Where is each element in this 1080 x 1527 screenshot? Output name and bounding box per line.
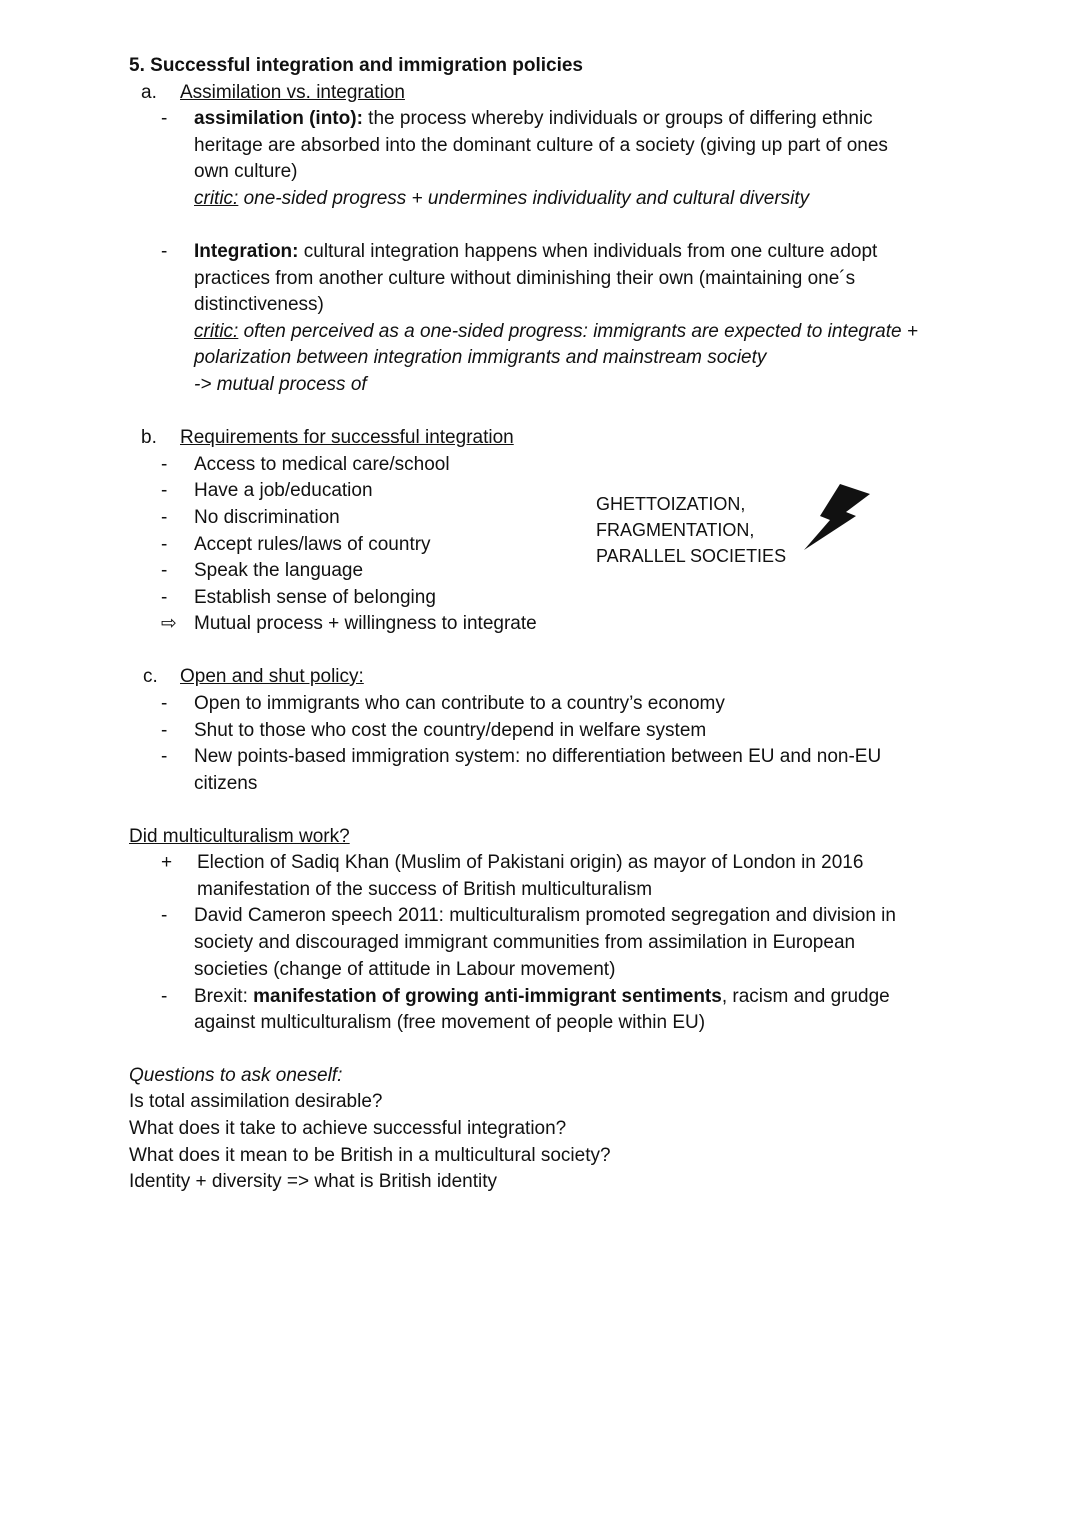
policy-item: Open to immigrants who can contribute to a country’s economy: [194, 693, 725, 714]
bullet-dash: -: [161, 480, 168, 501]
requirement-item: Accept rules/laws of country: [194, 534, 431, 555]
bullet-dash: -: [161, 560, 168, 581]
question-item: What does it mean to be British in a multicultural society?: [129, 1145, 611, 1166]
question-item: Identity + diversity => what is British identity: [129, 1171, 498, 1192]
integration-critic-line-2: polarization between integration immigrants and mainstream society: [194, 347, 767, 368]
part-a-letter: a.: [141, 82, 157, 103]
integration-definition-line-2: practices from another culture without diminishing their own (maintaining one´s: [194, 268, 856, 289]
part-b-letter: b.: [141, 427, 157, 448]
sadiq-khan-line-2: manifestation of the success of British multiculturalism: [197, 879, 653, 900]
bullet-dash: -: [161, 534, 168, 555]
bullet-dash: -: [161, 905, 168, 926]
brexit-emphasis: manifestation of growing anti-immigrant sentiments: [253, 986, 722, 1007]
assimilation-critic: critic: one-sided progress + undermines individuality and cultural diversity: [194, 188, 810, 209]
sadiq-khan-line-1: Election of Sadiq Khan (Muslim of Pakistani origin) as mayor of London in 2016: [197, 852, 864, 873]
requirement-item: Access to medical care/school: [194, 454, 450, 475]
section-number: 5.: [129, 55, 145, 76]
cameron-line-3: societies (change of attitude in Labour movement): [194, 959, 616, 980]
critic-label: critic:: [194, 321, 239, 342]
assimilation-definition-line-2: heritage are absorbed into the dominant culture of a society (giving up part of ones: [194, 135, 888, 156]
multiculturalism-heading: Did multiculturalism work?: [129, 826, 350, 847]
brexit-line-2: against multiculturalism (free movement of people within EU): [194, 1012, 706, 1033]
part-a-heading: Assimilation vs. integration: [180, 82, 405, 103]
question-item: What does it take to achieve successful integration?: [129, 1118, 567, 1139]
side-note-line: FRAGMENTATION,: [596, 520, 755, 540]
brexit-label: Brexit:: [194, 986, 254, 1007]
section-title: Successful integration and immigration policies: [150, 55, 584, 76]
integration-definition-line-1: Integration: cultural integration happens when individuals from one culture adopt: [194, 241, 878, 262]
lightning-bolt-icon: [800, 482, 874, 552]
side-note-line: PARALLEL SOCIETIES: [596, 546, 787, 566]
part-c-heading: Open and shut policy:: [180, 666, 364, 687]
questions-heading: Questions to ask oneself:: [129, 1065, 343, 1086]
assimilation-term: assimilation (into):: [194, 108, 363, 129]
critic-label: critic:: [194, 188, 239, 209]
requirement-item: Establish sense of belonging: [194, 587, 436, 608]
bullet-dash: -: [161, 720, 168, 741]
bullet-dash: -: [161, 587, 168, 608]
bullet-dash: -: [161, 108, 168, 129]
side-note-line: GHETTOIZATION,: [596, 494, 746, 514]
integration-critic-line-1: critic: often perceived as a one-sided progress: immigrants are expected to integrate +: [194, 321, 918, 342]
requirement-item: Speak the language: [194, 560, 364, 581]
bullet-dash: -: [161, 454, 168, 475]
integration-critic-line-3: -> mutual process of: [194, 374, 367, 395]
arrow-icon: ⇨: [161, 613, 177, 634]
bullet-dash: -: [161, 507, 168, 528]
question-item: Is total assimilation desirable?: [129, 1091, 383, 1112]
bullet-dash: -: [161, 241, 168, 262]
part-b-heading: Requirements for successful integration: [180, 427, 514, 448]
cameron-line-2: society and discouraged immigrant communities from assimilation in European: [194, 932, 856, 953]
brexit-line-1: Brexit: manifestation of growing anti-immigrant sentiments, racism and grudge: [194, 986, 890, 1007]
requirement-item: Have a job/education: [194, 480, 373, 501]
section-heading: [129, 53, 583, 80]
bullet-dash: -: [161, 986, 168, 1007]
requirement-conclusion: Mutual process + willingness to integrate: [194, 613, 537, 634]
policy-item-3-line-1: New points-based immigration system: no differentiation between EU and non-EU: [194, 746, 882, 767]
integration-definition-line-3: distinctiveness): [194, 294, 324, 315]
assimilation-definition-line-1: assimilation (into): the process whereby individuals or groups of differing ethnic: [194, 108, 873, 129]
part-c-letter: c.: [143, 666, 158, 687]
cameron-line-1: David Cameron speech 2011: multiculturalism promoted segregation and division in: [194, 905, 896, 926]
policy-item-3-line-2: citizens: [194, 773, 258, 794]
policy-item: Shut to those who cost the country/depend in welfare system: [194, 720, 707, 741]
bullet-dash: -: [161, 693, 168, 714]
bullet-dash: -: [161, 746, 168, 767]
plus-marker: +: [161, 852, 173, 873]
requirement-item: No discrimination: [194, 507, 340, 528]
integration-term: Integration:: [194, 241, 299, 262]
assimilation-definition-line-3: own culture): [194, 161, 298, 182]
